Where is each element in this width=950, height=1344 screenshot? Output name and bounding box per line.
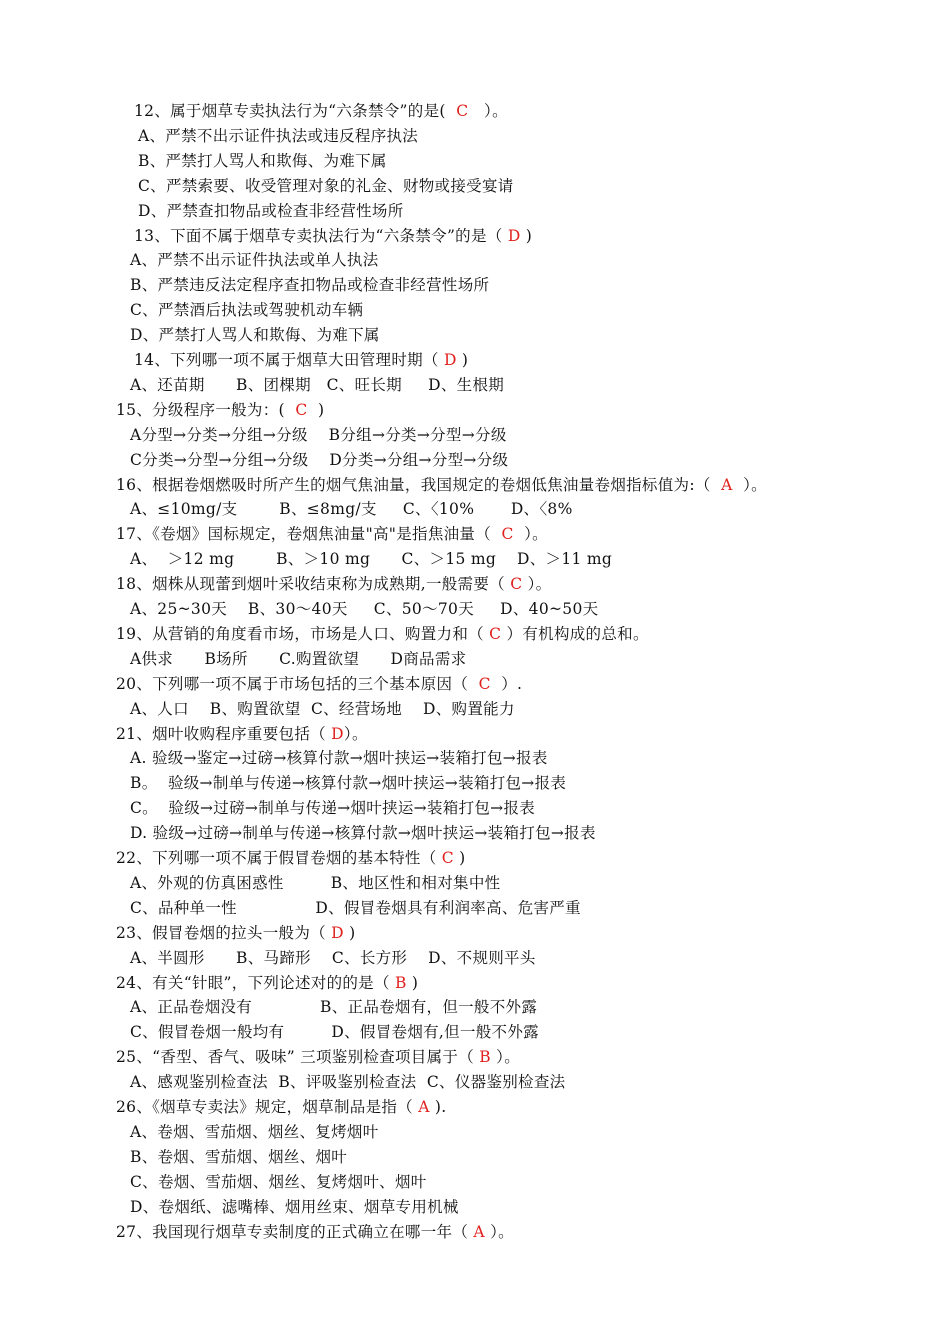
line-text: 18、烟株从现蕾到烟叶采收结束称为成熟期,一般需要（ — [116, 575, 511, 594]
question-line — [116, 1095, 447, 1120]
line-text: 16、根据卷烟燃吸时所产生的烟气焦油量，我国规定的卷烟低焦油量卷烟指标值为:（ — [116, 475, 722, 494]
option-line — [130, 248, 379, 273]
option-line — [130, 273, 489, 298]
line-text: 20、下列哪一项不属于市场包括的三个基本原因（ — [116, 674, 479, 693]
option-line — [130, 697, 515, 722]
line-text: 15、分级程序一般为：( — [116, 400, 296, 419]
line-text: 22、下列哪一项不属于假冒卷烟的基本特性（ — [116, 849, 442, 867]
answer-letter: C — [501, 525, 514, 544]
line-text: 13、下面不属于烟草专卖执法行为“六条禁令”的是（ — [134, 226, 508, 245]
question-line — [116, 522, 548, 547]
option-line — [130, 547, 612, 572]
line-text: 26、《烟草专卖法》规定，烟草制品是指（ — [116, 1098, 419, 1116]
option-line — [130, 1070, 565, 1095]
option-line — [138, 149, 387, 174]
option-line — [130, 871, 500, 896]
line-text-suffix: ) — [453, 849, 466, 867]
line-text: 25、“香型、香气、吸味” 三项鉴别检查项目属于（ — [116, 1048, 480, 1067]
line-text-suffix: ). — [429, 1098, 447, 1116]
option-line — [130, 771, 566, 796]
line-text: B。 验级→制单与传递→核算付款→烟叶挟运→装箱打包→报表 — [130, 774, 567, 793]
option-line — [130, 946, 536, 971]
option-line — [130, 423, 507, 448]
line-text: A、外观的仿真困惑性 B、地区性和相对集中性 — [130, 873, 501, 892]
line-text: A、还苗期 B、团棵期 C、旺长期 D、生根期 — [130, 375, 505, 394]
answer-letter: C — [441, 849, 454, 867]
line-text: C、品种单一性 D、假冒卷烟具有利润率高、危害严重 — [130, 898, 581, 917]
question-line — [134, 348, 468, 373]
option-line — [138, 199, 404, 224]
line-text-suffix: ）。 — [484, 1222, 514, 1241]
option-line — [130, 796, 535, 821]
line-text-suffix: ）有机构成的总和。 — [501, 624, 649, 643]
line-text-suffix: ）。 — [343, 724, 368, 743]
line-text: B、严禁违反法定程序查扣物品或检查非经营性场所 — [130, 276, 490, 295]
line-text: 19、从营销的角度看市场，市场是人口、购置力和（ — [116, 624, 490, 643]
option-line — [130, 448, 508, 473]
answer-letter: D — [331, 923, 344, 942]
option-line — [130, 995, 537, 1020]
line-text-suffix: ) — [307, 400, 325, 419]
option-line — [130, 1020, 539, 1045]
line-text-suffix: ）。 — [513, 525, 548, 544]
option-line — [130, 597, 598, 622]
option-line — [130, 647, 466, 672]
question-line — [116, 971, 418, 996]
option-line — [130, 323, 380, 348]
answer-letter: D — [507, 226, 521, 245]
option-line — [130, 1145, 347, 1170]
option-line — [130, 746, 548, 771]
line-text-suffix: ）。 — [468, 102, 508, 120]
answer-letter: A — [418, 1098, 430, 1116]
line-text: 23、假冒卷烟的拉头一般为（ — [116, 923, 332, 942]
line-text-suffix: ) — [456, 351, 469, 369]
line-text-suffix: ）。 — [732, 475, 767, 494]
question-line — [116, 572, 551, 597]
line-text: A、半圆形 B、马蹄形 C、长方形 D、不规则平头 — [130, 948, 536, 967]
option-line — [138, 124, 418, 149]
line-text: A. 验级→鉴定→过磅→核算付款→烟叶挟运→装箱打包→报表 — [130, 749, 548, 768]
line-text: C、严禁酒后执法或驾驶机动车辆 — [130, 301, 364, 320]
line-text-suffix: ) — [406, 973, 419, 992]
line-text: A、卷烟、雪茄烟、烟丝、复烤烟叶 — [130, 1122, 379, 1141]
line-text: A供求 B场所 C.购置欲望 D商品需求 — [130, 649, 467, 668]
line-text: A、人口 B、购置欲望 C、经营场地 D、购置能力 — [130, 699, 515, 718]
answer-letter: A — [721, 475, 733, 494]
question-line — [134, 99, 508, 124]
option-line — [130, 1170, 427, 1195]
line-text: D、卷烟纸、滤嘴棒、烟用丝束、烟草专用机械 — [130, 1197, 459, 1216]
line-text-suffix: ）。 — [490, 1048, 521, 1067]
line-text: C、假冒卷烟一般均有 D、假冒卷烟有,但一般不外露 — [130, 1023, 539, 1042]
question-line — [116, 722, 368, 747]
line-text-suffix: ）。 — [522, 575, 552, 594]
line-text: C分类→分型→分组→分级 D分类→分组→分型→分级 — [130, 450, 509, 469]
answer-letter: C — [489, 624, 502, 643]
line-text: C。 验级→过磅→制单与传递→烟叶挟运→装箱打包→报表 — [130, 799, 536, 818]
option-line — [130, 896, 581, 921]
answer-letter: D — [443, 351, 457, 369]
line-text: C、严禁索要、收受管理对象的礼金、财物或接受宴请 — [138, 176, 514, 195]
line-text-suffix: ）. — [490, 674, 523, 693]
line-text: C、卷烟、雪茄烟、烟丝、复烤烟叶、烟叶 — [130, 1172, 427, 1191]
line-text: A分型→分类→分组→分级 B分组→分类→分型→分级 — [130, 425, 507, 444]
answer-letter: C — [478, 674, 491, 693]
answer-letter: B — [479, 1048, 491, 1067]
answer-letter: B — [395, 973, 407, 992]
line-text: 12、属于烟草专卖执法行为“六条禁令”的是( — [134, 102, 457, 120]
option-line — [130, 298, 363, 323]
question-line — [134, 224, 532, 249]
line-text: D、严禁打人骂人和欺侮、为难下属 — [130, 326, 380, 345]
question-line — [116, 622, 649, 647]
line-text: A、感观鉴别检查法 B、评吸鉴别检查法 C、仪器鉴别检查法 — [130, 1073, 566, 1092]
question-line — [116, 672, 522, 697]
line-text: 21、烟叶收购程序重要包括（ — [116, 724, 332, 743]
option-line — [130, 821, 596, 846]
question-line — [116, 921, 355, 946]
option-line — [130, 1195, 459, 1220]
line-text: A、严禁不出示证件执法或违反程序执法 — [138, 126, 419, 145]
answer-letter: C — [510, 575, 523, 594]
line-text: A、25~30天 B、30～40天 C、50～70天 D、40~50天 — [130, 600, 599, 618]
answer-letter: C — [295, 400, 308, 419]
option-line — [130, 373, 504, 398]
question-line — [116, 473, 767, 498]
question-line — [116, 398, 324, 423]
question-line — [116, 1220, 514, 1245]
line-text: D. 验级→过磅→制单与传递→核算付款→烟叶挟运→装箱打包→报表 — [130, 824, 596, 843]
answer-letter: A — [473, 1222, 485, 1241]
answer-letter: D — [331, 724, 344, 743]
option-line — [138, 174, 514, 199]
line-text: B、严禁打人骂人和欺侮、为难下属 — [138, 151, 387, 170]
answer-letter: C — [456, 102, 469, 120]
line-text: A、严禁不出示证件执法或单人执法 — [130, 251, 379, 270]
line-text: A、 ＞12 mg B、＞10 mg C、＞15 mg D、＞11 mg — [130, 550, 613, 569]
line-text: 24、有关“针眼”，下列论述对的的是（ — [116, 973, 395, 992]
question-line — [116, 846, 466, 871]
line-text-suffix: ) — [520, 226, 533, 245]
line-text: A、≤10mg/支 B、≤8mg/支 C、〈10% D、〈8% — [130, 500, 573, 519]
line-text: D、严禁查扣物品或检查非经营性场所 — [138, 201, 404, 220]
line-text: 27、我国现行烟草专卖制度的正式确立在哪一年（ — [116, 1222, 474, 1241]
line-text: 14、下列哪一项不属于烟草大田管理时期（ — [134, 351, 444, 369]
question-line — [116, 1045, 520, 1070]
line-text: 17、《卷烟》国标规定，卷烟焦油量"高"是指焦油量（ — [116, 525, 502, 544]
line-text: A、正品卷烟没有 B、正品卷烟有，但一般不外露 — [130, 998, 538, 1017]
line-text-suffix: ) — [343, 923, 356, 942]
option-line — [130, 497, 573, 522]
line-text: B、卷烟、雪茄烟、烟丝、烟叶 — [130, 1147, 348, 1166]
option-line — [130, 1120, 379, 1145]
